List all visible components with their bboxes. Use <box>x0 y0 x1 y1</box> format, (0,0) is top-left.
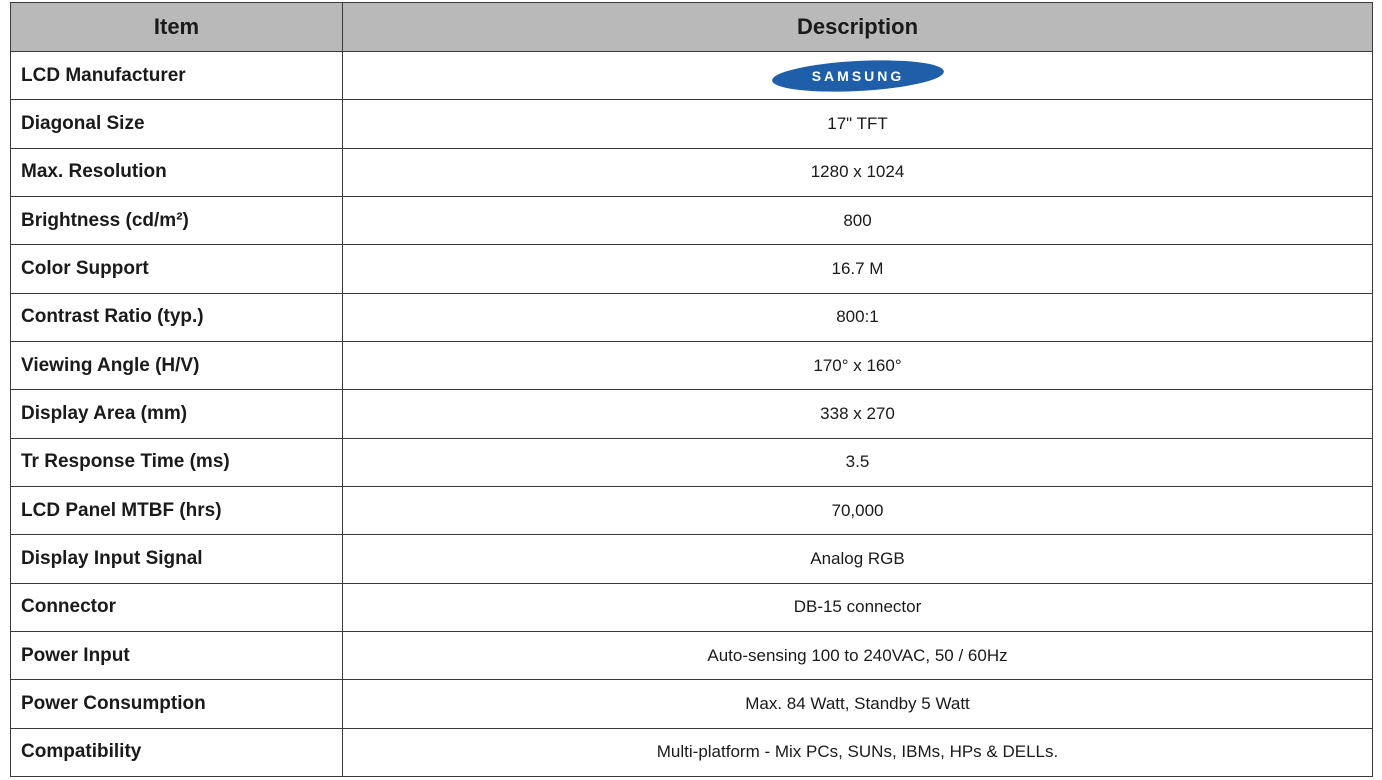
description-cell: 17" TFT <box>343 100 1373 148</box>
description-cell: 800 <box>343 196 1373 244</box>
header-row <box>11 3 1373 52</box>
table-row <box>11 293 1373 341</box>
table-row <box>11 631 1373 679</box>
item-cell: Max. Resolution <box>11 148 343 196</box>
table-row <box>11 486 1373 534</box>
item-cell: Color Support <box>11 245 343 293</box>
table-row <box>11 245 1373 293</box>
table-row <box>11 341 1373 389</box>
table-row <box>11 583 1373 631</box>
description-cell: 800:1 <box>343 293 1373 341</box>
table-row <box>11 535 1373 583</box>
description-cell: Analog RGB <box>343 535 1373 583</box>
description-cell: 1280 x 1024 <box>343 148 1373 196</box>
samsung-logo <box>770 59 946 93</box>
table-row <box>11 100 1373 148</box>
item-cell: Contrast Ratio (typ.) <box>11 293 343 341</box>
description-column-header: Description <box>343 3 1373 52</box>
item-cell: Brightness (cd/m²) <box>11 196 343 244</box>
item-cell: Tr Response Time (ms) <box>11 438 343 486</box>
description-cell: 170° x 160° <box>343 341 1373 389</box>
item-cell: Compatibility <box>11 728 343 776</box>
spec-table <box>10 2 1373 777</box>
item-cell: Display Input Signal <box>11 535 343 583</box>
description-cell: 70,000 <box>343 486 1373 534</box>
table-row <box>11 728 1373 776</box>
description-cell: 338 x 270 <box>343 390 1373 438</box>
description-cell: 16.7 M <box>343 245 1373 293</box>
item-cell: Viewing Angle (H/V) <box>11 341 343 389</box>
item-cell: Power Input <box>11 631 343 679</box>
item-column-header: Item <box>11 3 343 52</box>
samsung-logo-text: SAMSUNG <box>811 67 904 84</box>
item-cell: Diagonal Size <box>11 100 343 148</box>
description-cell: DB-15 connector <box>343 583 1373 631</box>
table-row <box>11 148 1373 196</box>
item-cell: LCD Manufacturer <box>11 52 343 100</box>
table-row <box>11 52 1373 100</box>
description-cell: 3.5 <box>343 438 1373 486</box>
table-row <box>11 390 1373 438</box>
description-cell: Auto-sensing 100 to 240VAC, 50 / 60Hz <box>343 631 1373 679</box>
item-cell: Connector <box>11 583 343 631</box>
table-row <box>11 196 1373 244</box>
table-row <box>11 438 1373 486</box>
item-cell: Display Area (mm) <box>11 390 343 438</box>
description-cell <box>343 52 1373 100</box>
item-cell: LCD Panel MTBF (hrs) <box>11 486 343 534</box>
item-cell: Power Consumption <box>11 680 343 728</box>
description-cell: Max. 84 Watt, Standby 5 Watt <box>343 680 1373 728</box>
description-cell: Multi-platform - Mix PCs, SUNs, IBMs, HPs & DELLs. <box>343 728 1373 776</box>
table-row <box>11 680 1373 728</box>
